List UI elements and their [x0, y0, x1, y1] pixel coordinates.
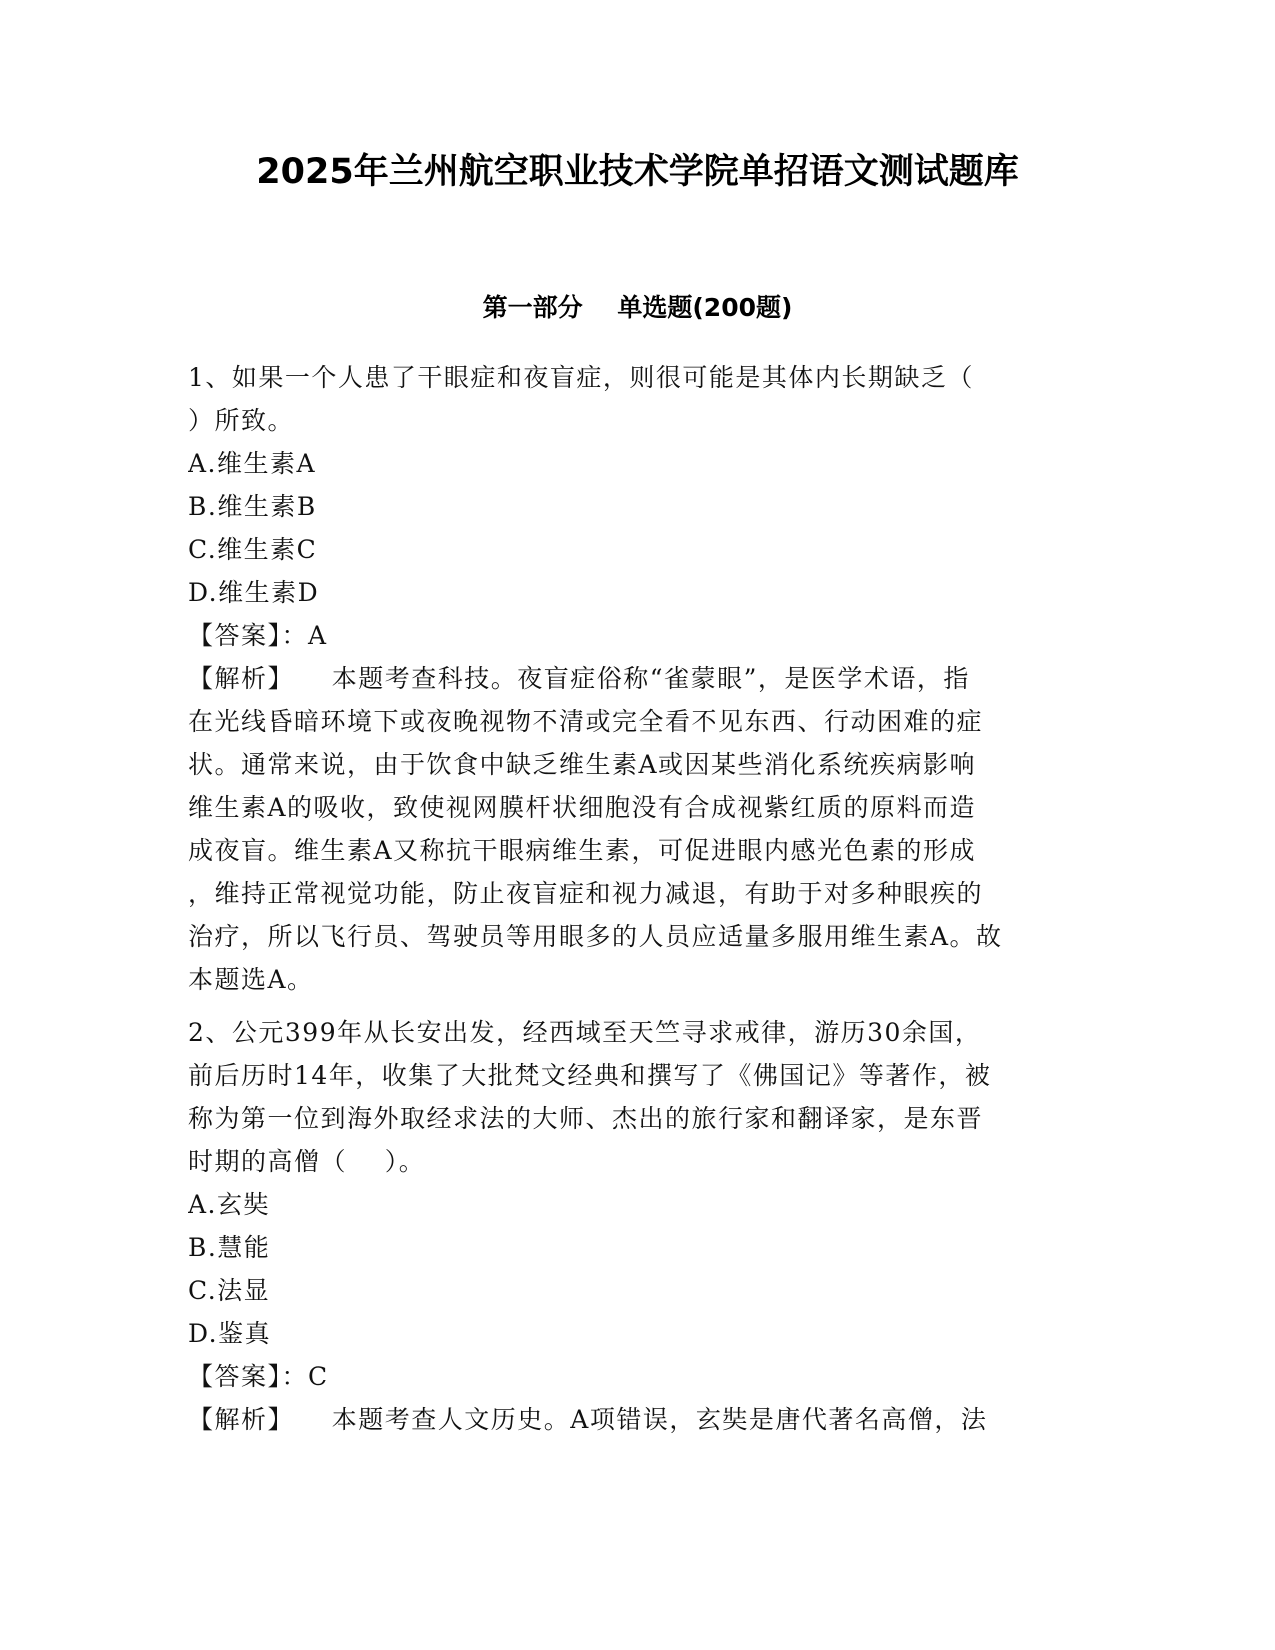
analysis-line: 维生素A的吸收，致使视网膜杆状细胞没有合成视紫红质的原料而造: [188, 793, 977, 822]
question-stem-line: 称为第一位到海外取经求法的大师、杰出的旅行家和翻译家，是东晋: [188, 1104, 984, 1133]
question-stem-line: ）所致。: [188, 406, 295, 435]
analysis-line: 【解析】 本题考查人文历史。A项错误，玄奘是唐代著名高僧，法: [188, 1405, 988, 1434]
option-b: B.维生素B: [188, 492, 317, 521]
option-d: D.鉴真: [188, 1319, 272, 1348]
option-c: C.维生素C: [188, 535, 318, 564]
analysis-line: ，维持正常视觉功能，防止夜盲症和视力减退，有助于对多种眼疾的: [188, 879, 984, 908]
option-b: B.慧能: [188, 1233, 271, 1262]
question-2: [188, 1011, 1088, 1441]
option-a: A.玄奘: [188, 1190, 271, 1219]
questions-content: [188, 356, 1088, 1441]
section-heading: 第一部分 单选题(200题): [482, 293, 793, 322]
answer-line: 【答案】：A: [188, 621, 328, 650]
analysis-line: 本题选A。: [188, 965, 314, 994]
analysis-line: 在光线昏暗环境下或夜晚视物不清或完全看不见东西、行动困难的症: [188, 707, 984, 736]
option-a: A.维生素A: [188, 449, 317, 478]
option-c: C.法显: [188, 1276, 271, 1305]
question-spacer: [188, 1001, 1088, 1011]
question-stem-line: 1、如果一个人患了干眼症和夜盲症，则很可能是其体内长期缺乏（: [188, 363, 974, 392]
question-stem-line: 2、公元399年从长安出发，经西域至天竺寻求戒律，游历30余国，: [188, 1018, 982, 1047]
analysis-line: 状。通常来说，由于饮食中缺乏维生素A或因某些消化系统疾病影响: [188, 750, 977, 779]
analysis-line: 治疗，所以飞行员、驾驶员等用眼多的人员应适量多服用维生素A。故: [188, 922, 1003, 951]
option-d: D.维生素D: [188, 578, 320, 607]
analysis-line: 成夜盲。维生素A又称抗干眼病维生素，可促进眼内感光色素的形成: [188, 836, 977, 865]
answer-line: 【答案】：C: [188, 1362, 329, 1391]
question-stem-line: 时期的高僧（ ）。: [188, 1147, 426, 1176]
document-title: 2025年兰州航空职业技术学院单招语文测试题库: [256, 152, 1019, 192]
analysis-line: 【解析】 本题考查科技。夜盲症俗称“雀蒙眼”，是医学术语，指: [188, 664, 970, 693]
question-stem-line: 前后历时14年，收集了大批梵文经典和撰写了《佛国记》等著作，被: [188, 1061, 992, 1090]
question-1: [188, 356, 1088, 1001]
